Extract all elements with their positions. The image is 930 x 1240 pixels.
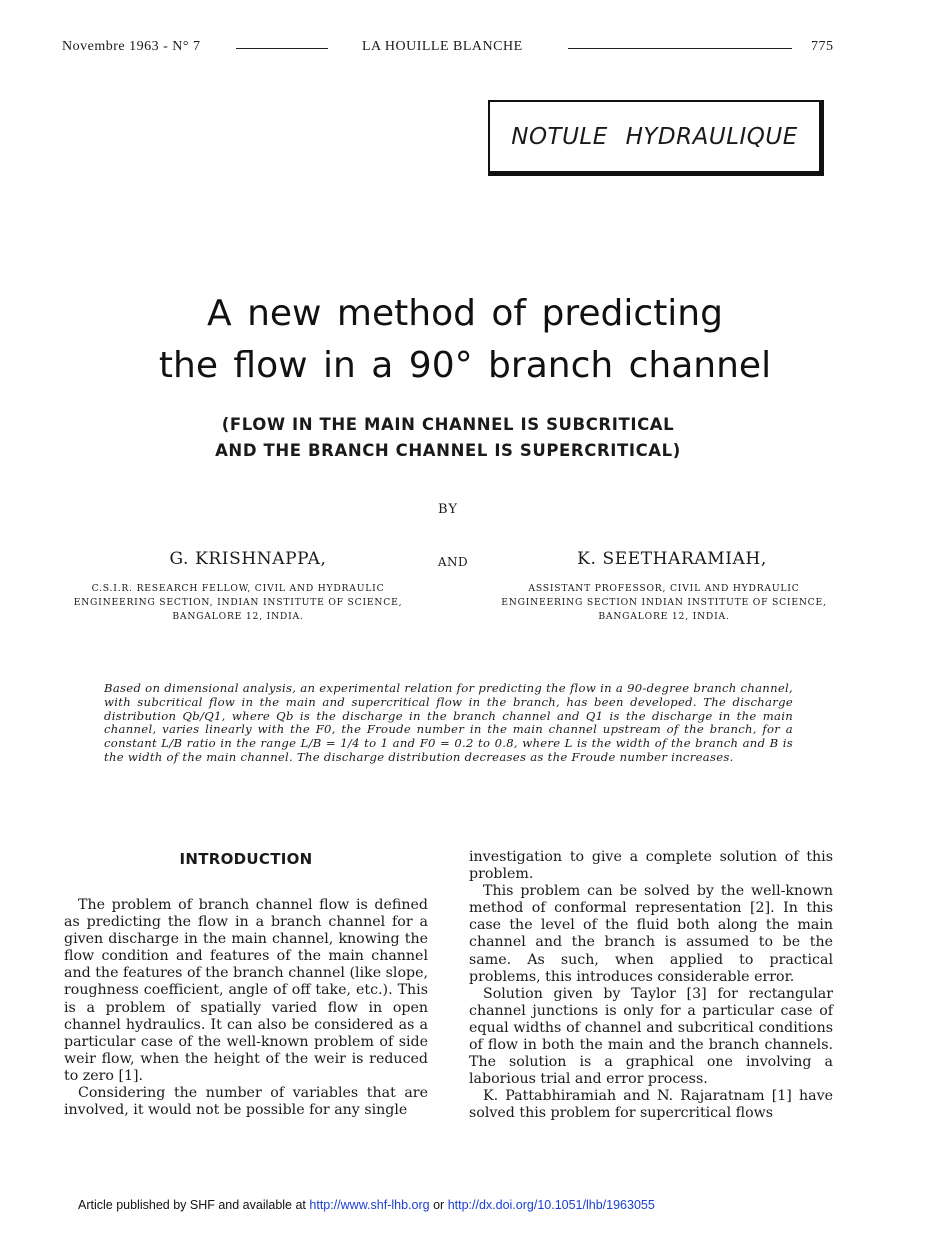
issue-label: Novembre 1963 - N° 7 bbox=[62, 39, 201, 54]
subtitle-line-2: AND THE BRANCH CHANNEL IS SUPERCRITICAL) bbox=[215, 441, 681, 460]
affiliation-line: ENGINEERING SECTION, INDIAN INSTITUTE OF SCIENCE, bbox=[73, 597, 403, 608]
footer-text: Article published by SHF and available at bbox=[78, 1198, 306, 1212]
subtitle-line-1: (FLOW IN THE MAIN CHANNEL IS SUBCRITICAL bbox=[221, 415, 675, 434]
shf-link[interactable]: http://www.shf-lhb.org bbox=[309, 1198, 430, 1212]
body-column-right bbox=[469, 849, 833, 1123]
author-affiliation bbox=[498, 582, 830, 624]
affiliation-line: C.S.I.R. RESEARCH FELLOW, CIVIL AND HYDRAULIC bbox=[91, 583, 385, 594]
paragraph: Solution given by Taylor [3] for rectangular channel junctions is only for a particular case of equal widths of channel and subcritical conditions of flow in both the main and the branch channels. The solution is a graphical one involving a laborious trial and error process. bbox=[469, 985, 833, 1088]
paragraph: investigation to give a complete solution of this problem. bbox=[469, 849, 833, 883]
author-name: K. SEETHARAMIAH, bbox=[577, 549, 767, 569]
notule-label: NOTULE HYDRAULIQUE bbox=[511, 123, 798, 150]
paragraph: The problem of branch channel flow is defined as predicting the flow in a branch channel for a given discharge in the main channel, knowing the flow condition and features of the main channel and the features of the branch channel (like slope, roughness coefficient, angle of off take, etc.). This is a problem of spatially varied flow in open channel hydraulics. It can also be considered as a particular case of the well-known problem of side weir flow, when the height of the weir is reduced to zero [1]. bbox=[64, 897, 428, 1084]
title-line-2: the flow in a 90° branch channel bbox=[158, 345, 772, 386]
publication-footer bbox=[78, 1198, 655, 1212]
header-rule bbox=[568, 48, 792, 49]
body-column-left bbox=[64, 897, 428, 1119]
by-label: BY bbox=[438, 502, 458, 517]
affiliation-line: BANGALORE 12, INDIA. bbox=[598, 611, 730, 622]
notule-box bbox=[488, 100, 824, 176]
paper-title bbox=[0, 288, 930, 392]
title-line-1: A new method of predicting bbox=[207, 293, 723, 334]
paragraph: This problem can be solved by the well-known method of conformal representation [2]. In this case the level of the fluid both along the main channel and the branch is assumed to be the same. As such, when applied to practical problems, this introduces considerable error. bbox=[469, 883, 833, 985]
header-rule bbox=[236, 48, 328, 49]
affiliation-line: ASSISTANT PROFESSOR, CIVIL AND HYDRAULIC bbox=[528, 583, 800, 594]
section-heading: INTRODUCTION bbox=[179, 850, 313, 868]
paper-subtitle bbox=[0, 412, 896, 464]
paragraph: Considering the number of variables that are involved, it would not be possible for any single bbox=[64, 1085, 428, 1119]
page-number: 775 bbox=[811, 39, 834, 54]
journal-name: LA HOUILLE BLANCHE bbox=[362, 39, 523, 54]
paragraph: K. Pattabhiramiah and N. Rajaratnam [1] have solved this problem for supercritical flows bbox=[469, 1088, 833, 1122]
author-affiliation bbox=[72, 582, 404, 624]
abstract: Based on dimensional analysis, an experimental relation for predicting the flow in a 90-degree branch channel, with subcritical flow in the main and supercritical flow in the branch, has been developed. The discharge distribution Qb/Q1, where Qb is the discharge in the branch channel and Q1 is the discharge in the main channel, varies linearly with the F0, the Froude number in the main channel upstream of the branch, for a constant L/B ratio in the range L/B = 1/4 to 1 and F0 = 0.2 to 0.8, where L is the width of the branch and B is the width of the main channel. The discharge distribution decreases as the Froude number increases. bbox=[104, 681, 793, 764]
affiliation-line: ENGINEERING SECTION INDIAN INSTITUTE OF SCIENCE, bbox=[501, 597, 827, 608]
doi-link[interactable]: http://dx.doi.org/10.1051/lhb/1963055 bbox=[447, 1198, 655, 1212]
and-label: AND bbox=[437, 555, 469, 569]
affiliation-line: BANGALORE 12, INDIA. bbox=[172, 611, 304, 622]
footer-text: or bbox=[433, 1198, 445, 1212]
author-name: G. KRISHNAPPA, bbox=[169, 549, 327, 569]
